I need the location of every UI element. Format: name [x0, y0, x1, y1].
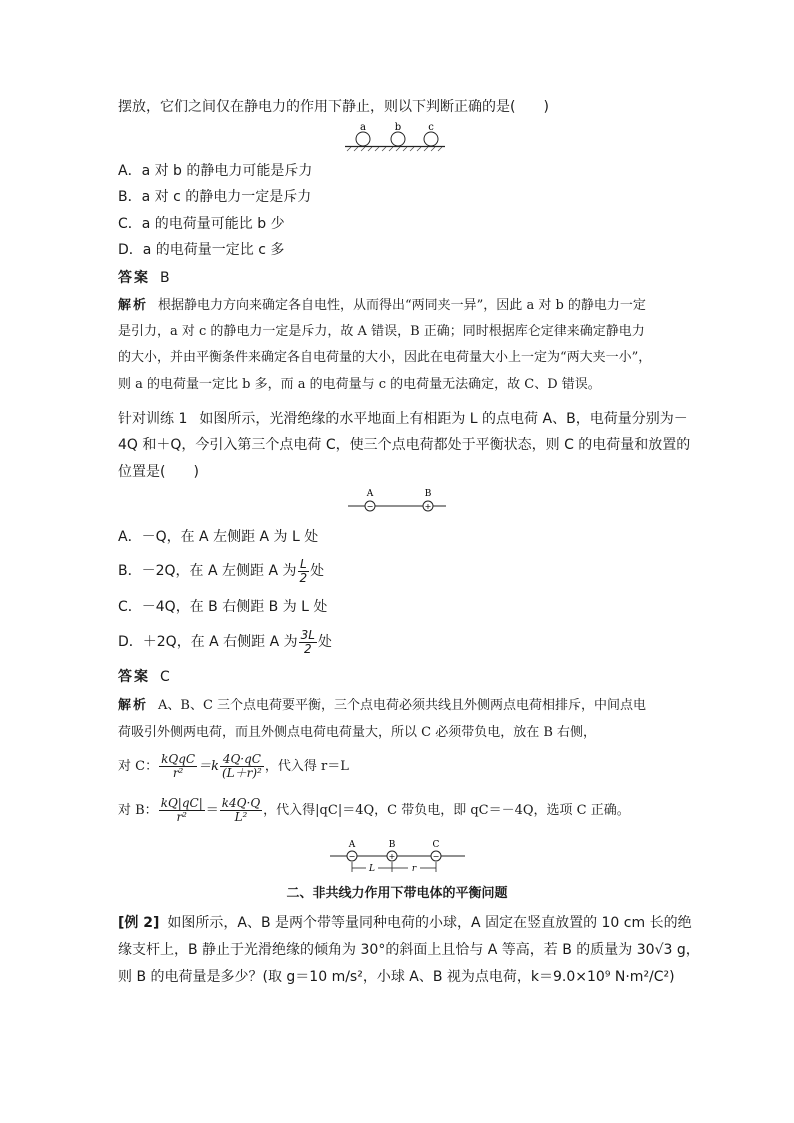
svg-text:−: −	[432, 852, 440, 861]
q1-fig-label-c: c	[428, 122, 434, 133]
t1-analysis-1: 解析 A、B、C 三个点电荷要平衡，三个点电荷必须共线且外侧两点电荷相排斥，中间点电	[118, 698, 647, 713]
svg-text:+: +	[388, 852, 396, 861]
t1-fig-label-a: A	[366, 489, 374, 499]
charge-a-sign: −	[366, 502, 374, 511]
section-title: 二、非共线力作用下带电体的平衡问题	[286, 886, 508, 901]
q1-answer-row	[118, 268, 170, 288]
q1-analysis-3: 的大小，并由平衡条件来确定各自电荷量的大小，因此在电荷量大小上一定为“两大夹一小”，	[118, 350, 652, 365]
svg-text:−: −	[348, 852, 356, 861]
q1-answer: B	[160, 270, 170, 286]
q1-stem: 摆放，它们之间仅在静电力的作用下静止，则以下判断正确的是( )	[118, 99, 549, 115]
q1-analysis-4: 则 a 的电荷量一定比 b 多，而 a 的电荷量与 c 的电荷量无法确定，故 C、D 错误。	[118, 377, 601, 392]
t1-fig-label-b: B	[424, 489, 432, 499]
q1-figure	[345, 120, 445, 154]
t1-answer-row: 答案 C	[118, 669, 170, 685]
q1-analysis-1: 解析 根据静电力方向来确定各自电性，从而得出“两同夹一异”，因此 a 对 b 的静电力一定	[118, 298, 646, 313]
ex2-line-3: 则 B 的电荷量是多少？(取 g＝10 m/s²，小球 A、B 视为点电荷，k＝9.0×10⁹ N·m²/C²)	[118, 969, 675, 985]
t1-option-d: D．＋2Q，在 A 右侧距 A 为 $\frac{3L}{2}$ 处	[118, 627, 332, 656]
t1-eq-b: 对 B： $\frac{kQ|qC|}{\text{r²}}$ ＝ $\frac{k4Q\cdot Q}{\text{L²}}$ ，代入得|qC|＝4Q，C 带负电，即 qC＝－4Q，选项 C 正确。	[118, 796, 630, 824]
t1-stem-3: 位置是( )	[118, 464, 199, 480]
svg-text:r: r	[411, 864, 417, 874]
svg-text:C: C	[432, 840, 440, 850]
t1-title: 针对训练 1	[118, 411, 188, 427]
t1-option-c: C．－4Q，在 B 右侧距 B 为 L 处	[118, 599, 328, 615]
q1-option-c: C．a 的电荷量可能比 b 少	[118, 216, 285, 232]
ball-b	[391, 132, 405, 146]
ball-a	[356, 132, 370, 146]
ex2-tag: [例 2]	[118, 915, 160, 931]
ex2-line-2: 缘支杆上，B 静止于光滑绝缘的倾角为 30°的斜面上且恰与 A 等高，若 B 的质量为 30√3 g，	[118, 942, 700, 958]
t1-eq-c: 对 C： $\frac{\text{kQqC}}{\text{r²}}$ ＝k $\frac{4Q\cdot qC}{\text{(L＋r)²}}$ ，代入得 r＝L	[118, 752, 349, 780]
svg-text:L: L	[369, 864, 375, 874]
t1-analysis-2: 荷吸引外侧两电荷，而且外侧点电荷电荷量大，所以 C 必须带负电，放在 B 右侧，	[118, 725, 597, 740]
q1-fig-label-a: a	[360, 122, 366, 133]
t1-stem-2: 4Q 和＋Q，今引入第三个点电荷 C，使三个点电荷都处于平衡状态，则 C 的电荷量和放置的	[118, 437, 691, 453]
analysis-label: 解析	[118, 298, 149, 313]
ball-c	[424, 132, 438, 146]
t1-figure-2	[330, 838, 465, 880]
ex2-line-1: [例 2] 如图所示，A、B 是两个带等量同种电荷的小球，A 固定在竖直放置的 10 cm 长的绝	[118, 915, 692, 931]
t1-figure	[348, 487, 446, 515]
sqrt-three: √3	[654, 942, 673, 958]
charge-b-sign: +	[424, 502, 432, 511]
q1-analysis-2: 是引力，a 对 c 的静电力一定是斥力，故 A 错误，B 正确；同时根据库仑定律来确定静电力	[118, 324, 645, 339]
q1-option-a: A．a 对 b 的静电力可能是斥力	[118, 163, 313, 179]
t1-answer: C	[160, 669, 170, 685]
t1-option-b: B．－2Q，在 A 左侧距 A 为 $\frac{L}{2}$ 处	[118, 556, 325, 585]
t1-option-a: A．－Q，在 A 左侧距 A 为 L 处	[118, 529, 319, 545]
t1-stem-1: 针对训练 1 如图所示，光滑绝缘的水平地面上有相距为 L 的点电荷 A、B，电荷量分别为－	[118, 411, 688, 427]
answer-label: 答案	[118, 270, 150, 286]
q1-fig-label-b: b	[394, 122, 402, 133]
svg-text:B: B	[388, 840, 396, 850]
q1-option-b: B．a 对 c 的静电力一定是斥力	[118, 189, 312, 205]
q1-option-d: D．a 的电荷量一定比 c 多	[118, 242, 285, 258]
svg-text:A: A	[348, 840, 356, 850]
